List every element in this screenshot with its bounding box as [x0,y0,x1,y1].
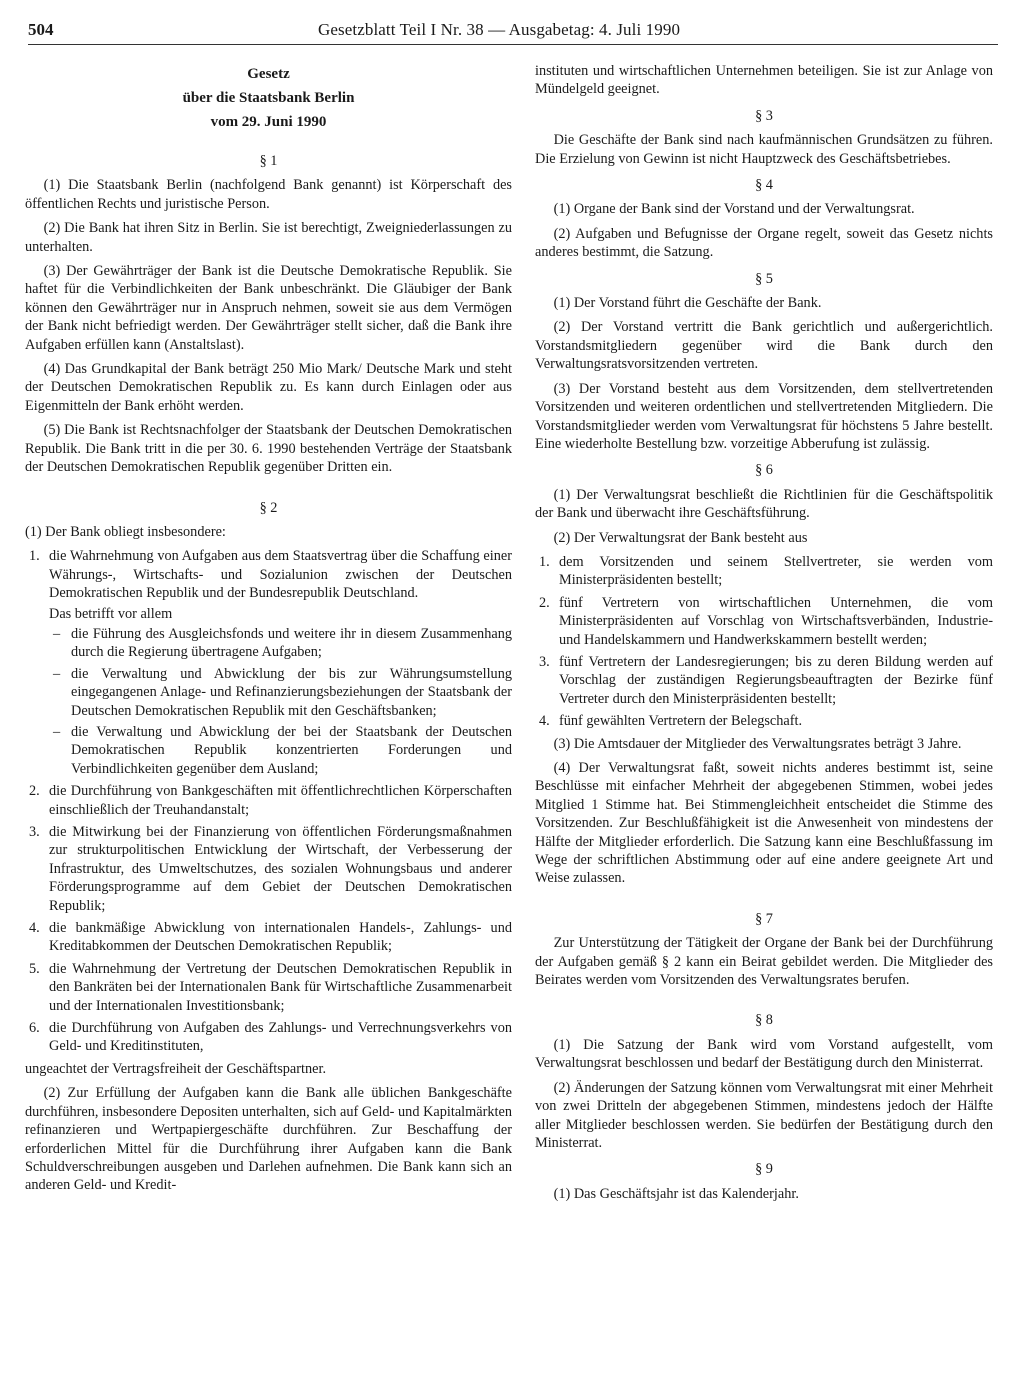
list-item [25,782,512,819]
header-rule [28,44,998,45]
list-number: 1. [29,548,40,565]
list-number: 4. [539,713,550,730]
dash-list [49,625,512,778]
dash-item: – die Verwaltung und Abwicklung der bis zur Währungsumstellung eingegangenen Anlage- und Refinanzierungsbeziehungen der Staatsbank der Deutschen Demokratischen Republik mit den Geschäftsbanken; [49,665,512,720]
title-line-2: über die Staatsbank Berlin [182,90,355,106]
list-number: 2. [539,594,550,611]
s9-paragraph-1: (1) Das Geschäftsjahr ist das Kalenderjahr. [553,1185,799,1202]
list-item-text: fünf gewählten Vertretern der Belegschaft. [559,713,803,730]
s5-paragraph-1: (1) Der Vorstand führt die Geschäfte der Bank. [553,295,822,312]
list-item [25,1019,512,1056]
list-number: 3. [539,653,550,670]
right-column [535,62,993,1209]
s5-paragraph-3: (3) Der Vorstand besteht aus dem Vorsitzenden, dem stellvertretenden Vorsitzenden und weiteren ordentlichen und stellvertretenden Mitgliedern. Die Vorstandsmitglieder werden vom Verwaltungsrat für höchstens 5 Jahre bestellt. Eine wiederholte Bestellung bzw. vorzeitige Abberufung ist zulässig. [535,380,993,452]
s5-paragraph-2: (2) Der Vorstand vertritt die Bank gerichtlich und außergerichtlich. Vorstandsmitgliedern gegenüber wird die Bank durch den Verwaltungsratsvorsitzenden vertreten. [535,319,993,373]
s4-paragraph-2: (2) Aufgaben und Befugnisse der Organe regelt, soweit das Gesetz nichts anderes bestimmt, die Satzung. [535,225,993,261]
list-number: 6. [29,1020,40,1037]
dash-item: – die Führung des Ausgleichsfonds und weitere ihr in diesem Zusammenhang durch die Regierung übertragene Aufgaben; [49,625,512,662]
section-heading-5: § 5 [755,270,773,287]
list-item [535,712,993,730]
list-item-text: fünf Vertretern der Landesregierungen; bis zu deren Bildung werden auf Vorschlag der zuständigen Regierungsbeauftragten der Bezirke fünf Vertreter durch den Ministerpräsidenten bestellt; [559,653,993,707]
s1-paragraph-3: (3) Der Gewährträger der Bank ist die Deutsche Demokratische Republik. Sie haftet für die Verbindlichkeiten der Bank unbeschränkt. Die Gläubiger der Bank können den Gewährträger nur in Anspruch nehmen, soweit sie aus dem Vermögen der Bank nicht befriedigt werden. Der Gewährträger stellt sicher, daß die Bank ihre Aufgaben erfüllen kann (Anstaltslast). [25,263,512,353]
list-item-text: die Wahrnehmung von Aufgaben aus dem Staatsvertrag über die Schaffung einer Währungs-, Wirtschafts- und Sozialunion zwischen der Deutschen Demokratischen Republik und der Bundesrepublik Deutschland. [49,548,512,602]
list-item-text: die Durchführung von Aufgaben des Zahlungs- und Verrechnungsverkehrs von Geld- und Kreditinstituten, [49,1020,512,1055]
s2-paragraph-2-continued: instituten und wirtschaftlichen Unternehmen beteiligen. Sie ist zur Anlage von Mündelgeld geeignet. [535,63,993,98]
section-heading-1: § 1 [259,153,278,169]
s6-paragraph-2-intro: (2) Der Verwaltungsrat der Bank besteht aus [553,529,808,546]
list-number: 3. [29,824,40,840]
s2-paragraph-2: (2) Zur Erfüllung der Aufgaben kann die Bank alle üblichen Bankgeschäfte durchführen, insbesondere Depositen unterhalten, sich auf Geld- und Kapitalmärkten refinanzieren und Wertpapiergeschäfte durchführen. Zur Beschaffung der erforderlichen Mittel für die Durchführung ihrer Aufgaben kann die Bank Schuldverschreibungen ausgeben und Darlehen aufnehmen. Die Bank kann sich an anderen Geld- und Kredit- [25,1085,512,1194]
s1-paragraph-2: (2) Die Bank hat ihren Sitz in Berlin. Sie ist berechtigt, Zweigniederlassungen zu unterhalten. [25,220,512,255]
s1-paragraph-5: (5) Die Bank ist Rechtsnachfolger der Staatsbank der Deutschen Demokratischen Republik. Die Bank tritt in die per 30. 6. 1990 bestehenden Verträge der Staatsbank der Deutschen Demokratischen Republik gegenüber Dritten ein. [25,422,512,476]
list-item [25,547,512,778]
s4-paragraph-1: (1) Organe der Bank sind der Vorstand und der Verwaltungsrat. [553,201,915,218]
list-number: 4. [29,920,40,937]
page-number: 504 [28,20,54,39]
list-number: 5. [29,960,40,977]
s6-paragraph-4: (4) Der Verwaltungsrat faßt, soweit nichts anderes bestimmt ist, seine Beschlüsse mit einfacher Mehrheit der abgegebenen Stimmen, wobei jedes Mitglied 1 Stimme hat. Bei Stimmengleichheit entscheidet die Stimme des Vorsitzenden. Zur Beschlußfähigkeit ist die Anwesenheit von mindestens der Hälfte der Mitglieder erforderlich. Die Satzung kann eine Beschlußfassung im Wege der schriftlichen Abstimmung oder auf eine andere geeignete Art und Weise zulassen. [535,760,993,887]
list-number: 2. [29,783,40,800]
section-heading-6: § 6 [755,462,773,479]
list-item [535,553,993,590]
s8-paragraph-1: (1) Die Satzung der Bank wird vom Vorstand aufgestellt, vom Verwaltungsrat beschlossen und bedarf der Bestätigung durch den Ministerrat. [535,1036,993,1072]
s6-paragraph-1: (1) Der Verwaltungsrat beschließt die Richtlinien für die Geschäftspolitik der Bank und überwacht ihre Geschäftsführung. [535,486,993,522]
list-item [25,960,512,1015]
list-subintro: Das betrifft vor allem [49,605,173,622]
s2-after-list: ungeachtet der Vertragsfreiheit der Geschäftspartner. [25,1060,327,1077]
section-heading-9: § 9 [755,1161,773,1178]
dash-item: – die Verwaltung und Abwicklung der bei der Staatsbank der Deutschen Demokratischen Republik konzentrierten Forderungen und Verbindlichkeiten gegenüber dem Ausland; [49,723,512,778]
s8-paragraph-2: (2) Änderungen der Satzung können vom Verwaltungsrat mit einer Mehrheit von zwei Dritteln der abgegebenen Stimmen, mindestens jedoch der Hälfte aller Mitglieder beschlossen werden. Sie bedürfen der Bestätigung durch den Ministerrat. [535,1079,993,1151]
s1-paragraph-1: (1) Die Staatsbank Berlin (nachfolgend Bank genannt) ist Körperschaft des öffentlichen Rechts und juristische Person. [25,177,512,212]
list-item [25,823,512,915]
list-item-text: die Durchführung von Bankgeschäften mit öffentlichrechtlichen Körperschaften einschließlich der Treuhandanstalt; [49,783,512,818]
s1-paragraph-4: (4) Das Grundkapital der Bank beträgt 250 Mio Mark/ Deutsche Mark und steht der Deutschen Demokratischen Republik zu. Es kann durch Einlagen oder aus Eigenmitteln der Bank erhöht werden. [25,361,512,414]
title-date: vom 29. Juni 1990 [210,114,327,130]
list-item [535,594,993,649]
s3-paragraph-1: Die Geschäfte der Bank sind nach kaufmännischen Grundsätzen zu führen. Die Erzielung von Gewinn ist nicht Hauptzweck des Geschäftsbetriebes. [535,132,993,167]
section-heading-4: § 4 [755,177,773,194]
s7-paragraph-1: Zur Unterstützung der Tätigkeit der Organe der Bank bei der Durchführung der Aufgaben gemäß § 2 kann ein Beirat gebildet werden. Die Mitglieder des Beirates werden vom Vorsitzenden des Verwaltungsrates berufen. [535,935,993,989]
s6-paragraph-3: (3) Die Amtsdauer der Mitglieder des Verwaltungsrates beträgt 3 Jahre. [553,735,962,752]
list-item [535,653,993,708]
running-head: Gesetzblatt Teil I Nr. 38 — Ausgabetag: 4. Juli 1990 [318,20,681,39]
list-item-text: fünf Vertretern von wirtschaftlichen Unternehmen, die vom Ministerpräsidenten auf Vorschlag von Wirtschaftsverbänden, Industrie- und Handelskammern und Handwerkskammern bestellt werden; [559,594,993,648]
section-heading-3: § 3 [755,107,773,124]
page-header [28,20,998,50]
s2-intro: (1) Der Bank obliegt insbesondere: [25,523,226,540]
section-heading-7: § 7 [755,910,773,927]
s6-member-list [535,553,993,731]
title-line-1: Gesetz [247,66,290,82]
law-title [25,62,512,134]
list-item [25,919,512,956]
list-item-text: die Wahrnehmung der Vertretung der Deutschen Demokratischen Republik in den Bankräten bei der Internationalen Bank für Wirtschaftliche Zusammenarbeit und der Internationalen Investitionsbank; [49,960,512,1014]
section-heading-2: § 2 [259,499,278,516]
left-column [25,62,512,1201]
list-item-text: die Mitwirkung bei der Finanzierung von öffentlichen Förderungsmaßnahmen zur strukturpolitischen Entwicklung der Wirtschaft, der Verbesserung der Infrastruktur, des Umweltschutzes, des sozialen Wohnungsbaus und anderer Förderungsprogramme auf dem Gebiet der Deutschen Demokratischen Republik; [49,824,512,914]
list-item-text: dem Vorsitzenden und seinem Stellvertreter, sie werden vom Ministerpräsidenten bestellt; [559,553,993,589]
section-heading-8: § 8 [755,1012,773,1029]
list-item-text: die bankmäßige Abwicklung von internationalen Handels-, Zahlungs- und Kreditabkommen der Deutschen Demokratischen Republik; [49,920,512,955]
s2-task-list [25,547,512,1056]
list-number: 1. [539,553,550,570]
